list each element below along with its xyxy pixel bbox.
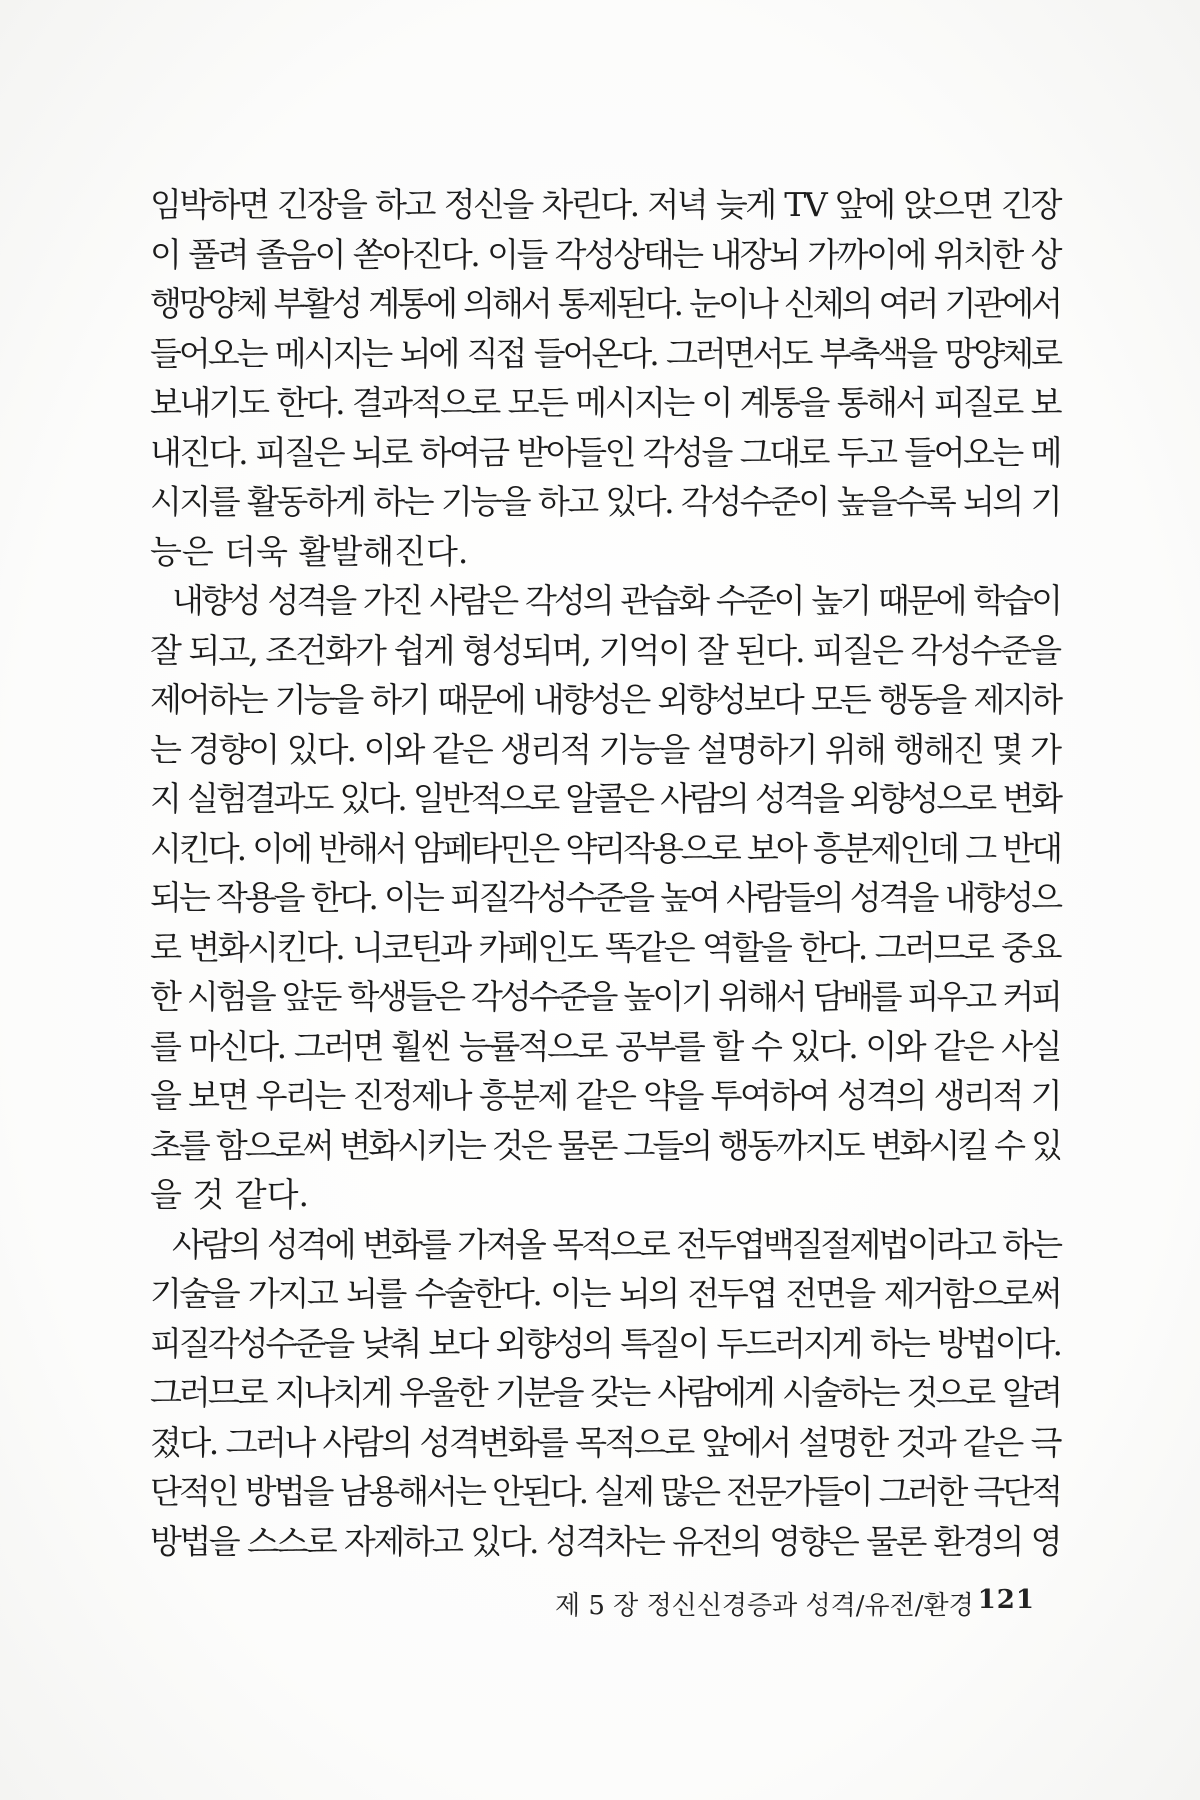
text-line: 는 경향이 있다. 이와 같은 생리적 기능을 설명하기 위해 행해진 몇 가	[150, 729, 1060, 769]
text-line: 이 풀려 졸음이 쏟아진다. 이들 각성상태는 내장뇌 가까이에 위치한 상	[150, 234, 1060, 274]
body-text	[150, 180, 1060, 1566]
text-line: 지 실험결과도 있다. 일반적으로 알콜은 사람의 성격을 외향성으로 변화	[150, 779, 1060, 818]
text-line: 졌다. 그러나 사람의 성격변화를 목적으로 앞에서 설명한 것과 같은 극	[150, 1422, 1060, 1462]
text-line: 잘 되고, 조건화가 쉽게 형성되며, 기억이 잘 된다. 피질은 각성수준을	[150, 630, 1060, 670]
text-line: 되는 작용을 한다. 이는 피질각성수준을 높여 사람들의 성격을 내향성으	[150, 878, 1060, 917]
text-line: 사람의 성격에 변화를 가져올 목적으로 전두엽백질절제법이라고 하는	[172, 1224, 1060, 1264]
text-line: 방법을 스스로 자제하고 있다. 성격차는 유전의 영향은 물론 환경의 영	[150, 1521, 1060, 1561]
paragraph	[150, 180, 1060, 576]
text-line: 시킨다. 이에 반해서 암페타민은 약리작용으로 보아 흥분제인데 그 반대	[150, 828, 1060, 868]
paragraph	[150, 576, 1060, 1220]
text-line: 보내기도 한다. 결과적으로 모든 메시지는 이 계통을 통해서 피질로 보	[150, 383, 1060, 422]
text-line: 기술을 가지고 뇌를 수술한다. 이는 뇌의 전두엽 전면을 제거함으로써	[150, 1274, 1060, 1313]
text-line: 초를 함으로써 변화시키는 것은 물론 그들의 행동까지도 변화시킬 수 있	[150, 1125, 1060, 1165]
paragraph	[150, 1220, 1060, 1567]
text-line: 내진다. 피질은 뇌로 하여금 받아들인 각성을 그대로 두고 들어오는 메	[150, 432, 1060, 472]
text-line: 제어하는 기능을 하기 때문에 내향성은 외향성보다 모든 행동을 제지하	[150, 680, 1060, 719]
text-line: 시지를 활동하게 하는 기능을 하고 있다. 각성수준이 높을수록 뇌의 기	[150, 482, 1060, 521]
text-line: 한 시험을 앞둔 학생들은 각성수준을 높이기 위해서 담배를 피우고 커피	[150, 977, 1060, 1016]
text-line: 임박하면 긴장을 하고 정신을 차린다. 저녁 늦게 TV 앞에 앉으면 긴장	[150, 185, 1060, 224]
chapter-title: 제 5 장 정신신경증과 성격/유전/환경	[555, 1591, 974, 1621]
text-line: 그러므로 지나치게 우울한 기분을 갖는 사람에게 시술하는 것으로 알려	[150, 1373, 1060, 1412]
text-line: 로 변화시킨다. 니코틴과 카페인도 똑같은 역할을 한다. 그러므로 중요	[150, 927, 1060, 967]
running-footer	[555, 1585, 1035, 1622]
text-line: 피질각성수준을 낮춰 보다 외향성의 특질이 두드러지게 하는 방법이다.	[150, 1323, 1060, 1363]
text-line: 를 마신다. 그러면 훨씬 능률적으로 공부를 할 수 있다. 이와 같은 사실	[150, 1026, 1060, 1066]
text-line: 을 것 같다.	[150, 1175, 309, 1214]
page-number: 121	[977, 1585, 1035, 1615]
text-line: 을 보면 우리는 진정제나 흥분제 같은 약을 투여하여 성격의 생리적 기	[150, 1076, 1060, 1115]
text-line: 행망양체 부활성 계통에 의해서 통제된다. 눈이나 신체의 여러 기관에서	[150, 284, 1060, 323]
text-line: 단적인 방법을 남용해서는 안된다. 실제 많은 전문가들이 그러한 극단적	[150, 1472, 1060, 1511]
text-line: 능은 더욱 활발해진다.	[150, 531, 469, 571]
text-line: 들어오는 메시지는 뇌에 직접 들어온다. 그러면서도 부축색을 망양체로	[150, 333, 1060, 373]
text-line: 내향성 성격을 가진 사람은 각성의 관습화 수준이 높기 때문에 학습이	[172, 581, 1060, 620]
